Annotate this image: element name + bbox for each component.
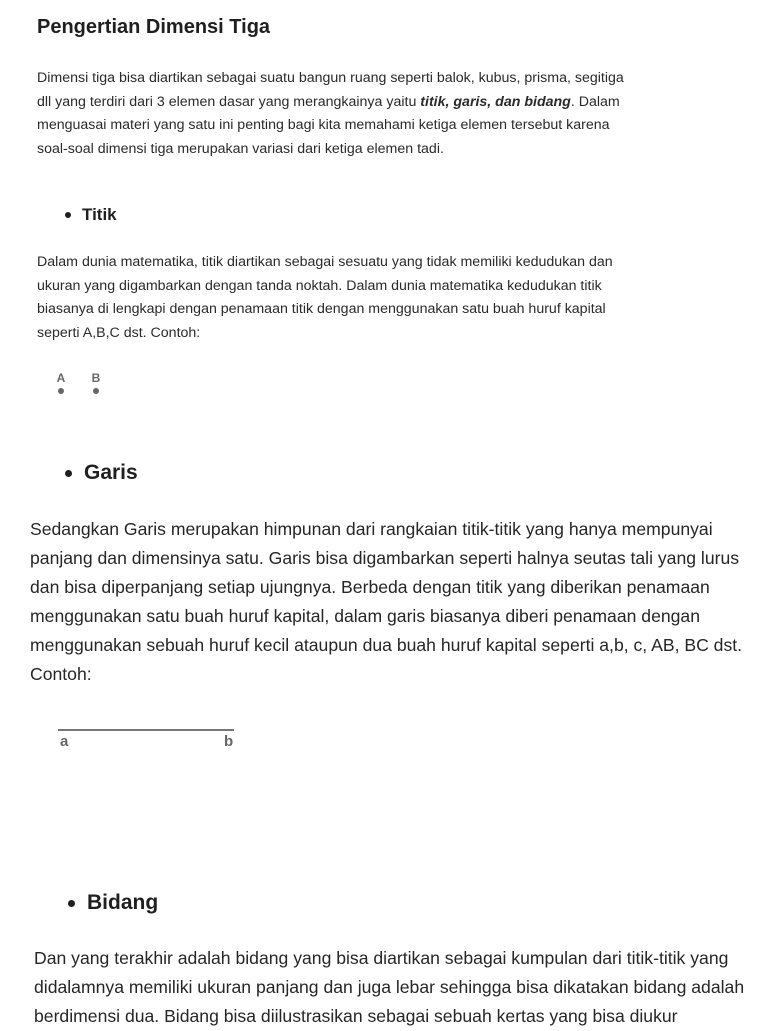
bullet-icon [68,900,75,907]
intro-emphasis: titik, garis, dan bidang [420,93,571,110]
point-a [54,371,68,394]
line-label-start: a [60,733,69,750]
intro-text-end: . Dalam menguasai materi yang satu ini penting bagi kita memahami ketiga elemen tersebut karena soal-soal dimensi tiga merupakan variasi dari ketiga elemen tadi. [37,93,620,157]
point-label: A [56,371,66,385]
point-b [89,371,103,394]
section-titik-heading [65,205,117,225]
section-heading-label: Garis [84,461,138,484]
section-bidang-text: Dan yang terakhir adalah bidang yang bisa diartikan sebagai kumpulan dari titik-titik yang didalamnya memiliki ukuran panjang dan juga lebar sehingga bisa dikatakan bidang adalah berdimensi dua. Bidang bisa diilustrasikan sebagai sebuah kertas yang bisa diukur [34,948,745,1026]
section-garis-heading [65,461,138,485]
line-example-figure [58,726,240,756]
point-example-figure [54,371,114,403]
section-heading-label: Bidang [87,891,159,914]
point-label: B [91,371,101,385]
bullet-icon [65,470,72,477]
intro-text-start: Dimensi tiga bisa diartikan sebagai suatu bangun ruang seperti balok, kubus, prisma, segitiga dll yang terdiri dari 3 elemen dasar yang merangkainya yaitu [37,70,624,110]
section-titik-text: Dalam dunia matematika, titik diartikan sebagai sesuatu yang tidak memiliki kedudukan dan ukuran yang digambarkan dengan tanda noktah. Dalam dunia matematika kedudukan titik biasanya di lengkapi dengan penamaan titik dengan menggunakan satu buah huruf kapital seperti A,B,C dst. Contoh: [37,254,613,341]
point-mark [58,388,64,394]
page-title: Pengertian Dimensi Tiga [37,16,271,38]
line-label-end: b [224,733,234,750]
bullet-icon [65,212,71,218]
section-heading-label: Titik [82,205,117,224]
intro-paragraph [37,67,637,161]
section-garis-text: Sedangkan Garis merupakan himpunan dari rangkaian titik-titik yang hanya mempunyai panjang dan dimensinya satu. Garis bisa digambarkan seperti halnya seutas tali yang lurus dan bisa diperpanjang setiap ujungnya. Berbeda dengan titik yang diberikan penamaan menggunakan satu buah huruf kapital, dalam garis biasanya diberi penamaan dengan menggunakan sebuah huruf kecil ataupun dua buah huruf kapital seperti a,b, c, AB, BC dst. Contoh: [30,519,743,684]
section-bidang-heading [68,891,158,915]
line-segment [58,729,234,731]
point-mark [93,388,99,394]
